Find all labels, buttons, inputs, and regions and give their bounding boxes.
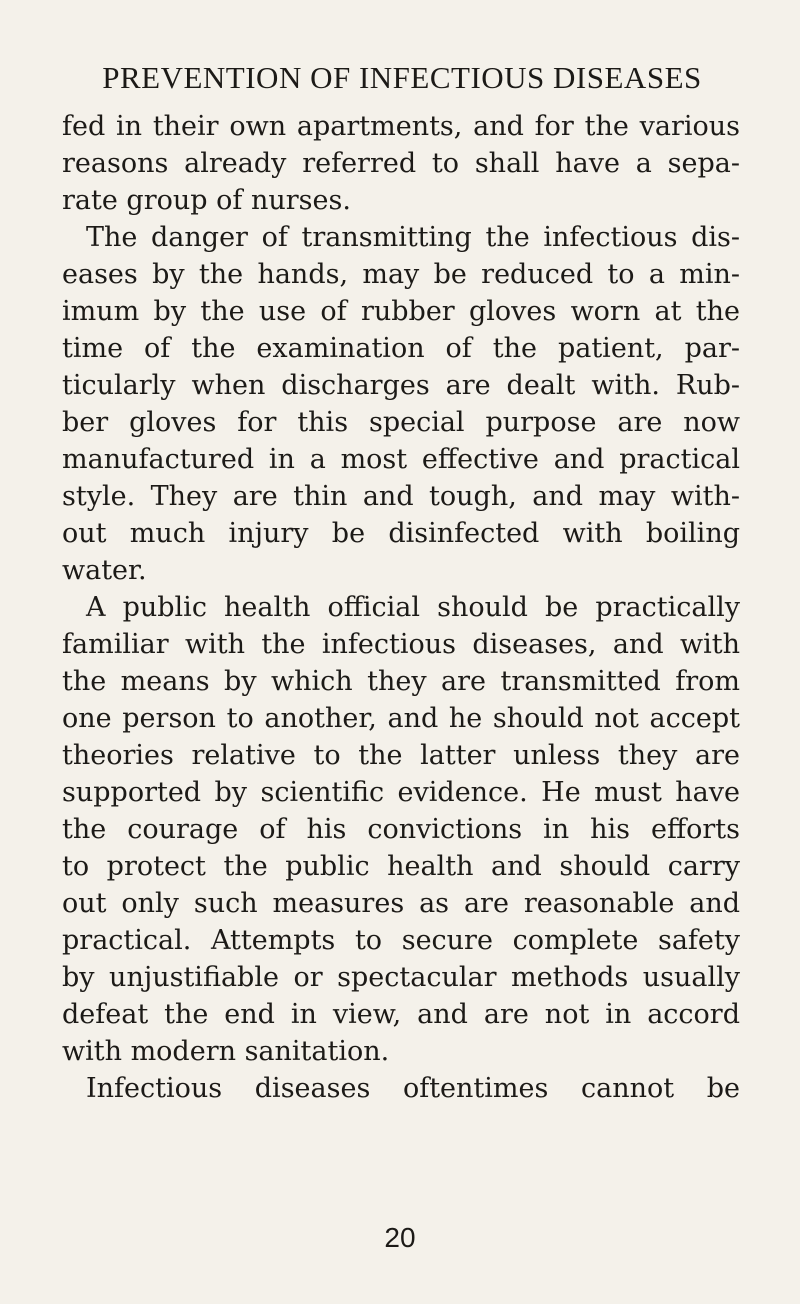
text-line: practical. Attempts to secure complete safety	[62, 925, 740, 956]
text-line: to protect the public health and should carry	[62, 851, 740, 882]
text-line: Infectious diseases oftentimes cannot be	[86, 1073, 740, 1104]
text-line: with modern sanitation.	[62, 1036, 390, 1067]
text-line: ticularly when discharges are dealt with. Rub-	[62, 370, 740, 401]
text-line: one person to another, and he should not accept	[62, 703, 740, 734]
text-line: the courage of his convictions in his efforts	[62, 814, 740, 845]
text-line: familiar with the infectious diseases, and with	[62, 629, 740, 660]
body-text	[62, 108, 740, 1107]
text-line: theories relative to the latter unless they are	[62, 740, 740, 771]
text-line: A public health official should be practically	[86, 592, 740, 623]
text-line: out only such measures as are reasonable and	[62, 888, 740, 919]
running-title: PREVENTION OF INFECTIOUS DISEASES	[102, 60, 702, 95]
text-line: eases by the hands, may be reduced to a min-	[62, 259, 740, 290]
text-line: style. They are thin and tough, and may with-	[62, 481, 740, 512]
text-line: imum by the use of rubber gloves worn at the	[62, 296, 740, 327]
text-line: manufactured in a most effective and practical	[62, 444, 740, 475]
text-line: out much injury be disinfected with boiling	[62, 518, 740, 549]
text-line: defeat the end in view, and are not in accord	[62, 999, 740, 1030]
text-line: time of the examination of the patient, par-	[62, 333, 740, 364]
text-line: fed in their own apartments, and for the various	[62, 111, 740, 142]
text-line: The danger of transmitting the infectious dis-	[86, 222, 740, 253]
text-line: water.	[62, 555, 147, 586]
text-line: reasons already referred to shall have a sepa-	[62, 148, 740, 179]
text-line: supported by scientific evidence. He must have	[62, 777, 740, 808]
text-line: ber gloves for this special purpose are now	[62, 407, 740, 438]
text-line: the means by which they are transmitted from	[62, 666, 740, 697]
text-line: by unjustifiable or spectacular methods usually	[62, 962, 740, 993]
text-line: rate group of nurses.	[62, 185, 351, 216]
page-number: 20	[384, 1222, 416, 1253]
